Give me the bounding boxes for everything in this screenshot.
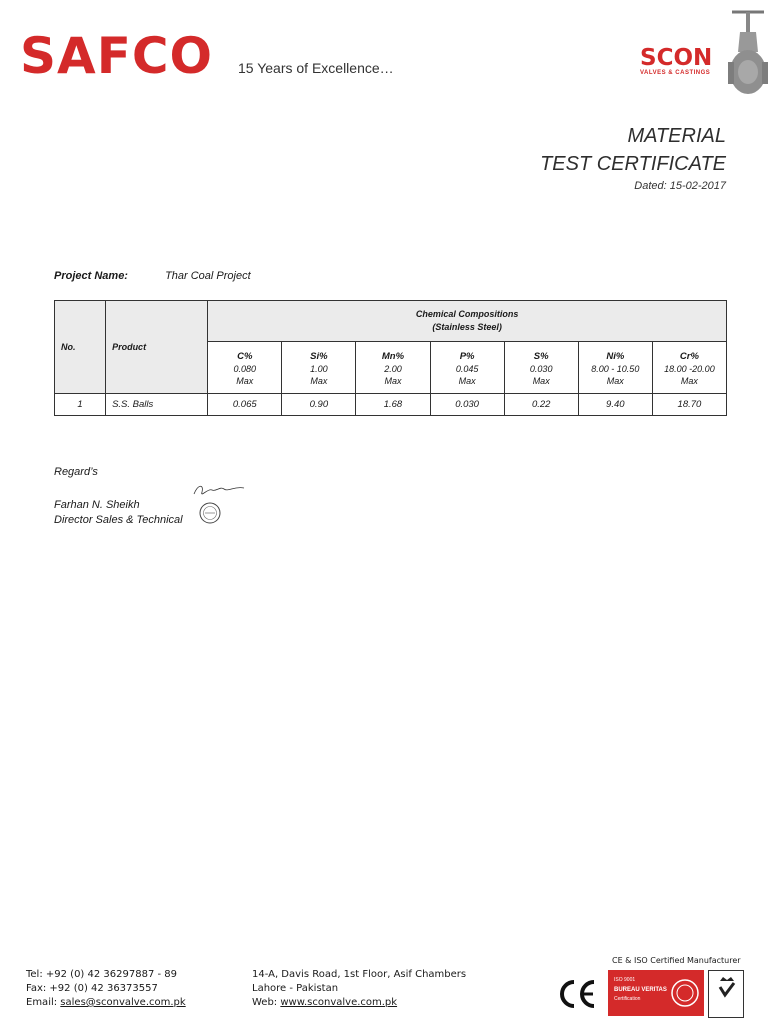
title-line-1: MATERIAL <box>627 125 726 147</box>
composition-table <box>54 300 727 416</box>
safco-logo: SAFCO <box>20 27 214 85</box>
element-limit: 0.030 <box>529 363 553 374</box>
footer-address-line2: Lahore - Pakistan <box>252 983 339 994</box>
bureau-veritas-logo <box>608 970 704 1016</box>
footer-email-label: Email: <box>26 997 61 1008</box>
element-qualifier: Max <box>384 375 402 386</box>
project-label: Project Name: <box>54 270 128 282</box>
element-header <box>208 342 282 394</box>
element-symbol: Ni% <box>606 350 625 362</box>
element-limit: 0.080 <box>233 363 257 374</box>
element-limit: 0.045 <box>455 363 479 374</box>
regards: Regard’s <box>54 466 98 478</box>
element-header <box>652 342 726 394</box>
group-subtitle: (Stainless Steel) <box>432 322 502 332</box>
project-value: Thar Coal Project <box>165 270 251 282</box>
group-header <box>208 301 727 342</box>
scon-brand: SCON <box>640 45 713 71</box>
footer-address <box>252 968 466 1010</box>
row-value: 0.22 <box>504 394 578 416</box>
element-qualifier: Max <box>532 375 550 386</box>
certified-label: CE & ISO Certified Manufacturer <box>612 956 741 965</box>
signature-stamp-icon <box>190 480 246 526</box>
element-qualifier: Max <box>606 375 624 386</box>
title-line-2: TEST CERTIFICATE <box>540 153 726 175</box>
project-info <box>54 270 251 282</box>
col-header-no: No. <box>55 301 106 394</box>
element-symbol: C% <box>237 350 253 362</box>
footer-web-link[interactable]: www.sconvalve.com.pk <box>280 997 398 1008</box>
scon-logo <box>636 6 768 106</box>
bv-line1: ISO 9001 <box>614 977 636 983</box>
row-value: 9.40 <box>578 394 652 416</box>
element-qualifier: Max <box>310 375 328 386</box>
gate-valve-icon <box>728 6 768 106</box>
footer-contact <box>26 968 186 1010</box>
row-value: 0.030 <box>430 394 504 416</box>
footer-fax: Fax: +92 (0) 42 36373557 <box>26 983 158 994</box>
element-limit: 1.00 <box>310 363 328 374</box>
tagline: 15 Years of Excellence… <box>238 60 394 76</box>
footer-web-label: Web: <box>252 997 281 1008</box>
element-symbol: Cr% <box>679 350 699 362</box>
element-header <box>356 342 430 394</box>
bv-seal-icon <box>670 978 700 1008</box>
col-header-product: Product <box>106 301 208 394</box>
footer-tel: Tel: +92 (0) 42 36297887 - 89 <box>26 969 178 980</box>
element-limit: 8.00 - 10.50 <box>591 363 640 374</box>
element-qualifier: Max <box>236 375 254 386</box>
crown-check-icon <box>717 975 737 999</box>
element-symbol: Mn% <box>381 350 405 362</box>
footer-address-line1: 14-A, Davis Road, 1st Floor, Asif Chambers <box>252 969 467 980</box>
row-no: 1 <box>55 394 106 416</box>
row-value: 18.70 <box>652 394 726 416</box>
element-header <box>430 342 504 394</box>
element-symbol: Si% <box>310 350 328 362</box>
element-header <box>504 342 578 394</box>
row-value: 0.90 <box>282 394 356 416</box>
row-product: S.S. Balls <box>106 394 208 416</box>
dated: Dated: 15-02-2017 <box>634 180 726 192</box>
bv-line3: Certification <box>614 996 641 1002</box>
footer-email-link[interactable]: sales@sconvalve.com.pk <box>60 997 186 1008</box>
certificate-title <box>540 122 726 192</box>
element-symbol: S% <box>533 350 549 362</box>
element-header <box>282 342 356 394</box>
row-value: 0.065 <box>208 394 282 416</box>
signer-name: Farhan N. Sheikh <box>54 499 140 511</box>
element-qualifier: Max <box>458 375 476 386</box>
footer-email-line <box>26 996 186 1010</box>
bv-line2: BUREAU VERITAS <box>614 987 667 993</box>
signer <box>54 498 183 528</box>
signer-position: Director Sales & Technical <box>54 514 183 526</box>
scon-subtitle: VALVES & CASTINGS <box>640 70 711 76</box>
element-limit: 18.00 -20.00 <box>664 363 715 374</box>
group-title: Chemical Compositions <box>415 309 519 319</box>
ukas-logo <box>708 970 744 1018</box>
element-symbol: P% <box>459 350 475 362</box>
element-header <box>578 342 652 394</box>
element-qualifier: Max <box>680 375 698 386</box>
element-limit: 2.00 <box>384 363 402 374</box>
row-value: 1.68 <box>356 394 430 416</box>
table-row <box>55 394 727 416</box>
footer-web-line <box>252 996 466 1010</box>
ce-mark-icon <box>556 972 600 1016</box>
